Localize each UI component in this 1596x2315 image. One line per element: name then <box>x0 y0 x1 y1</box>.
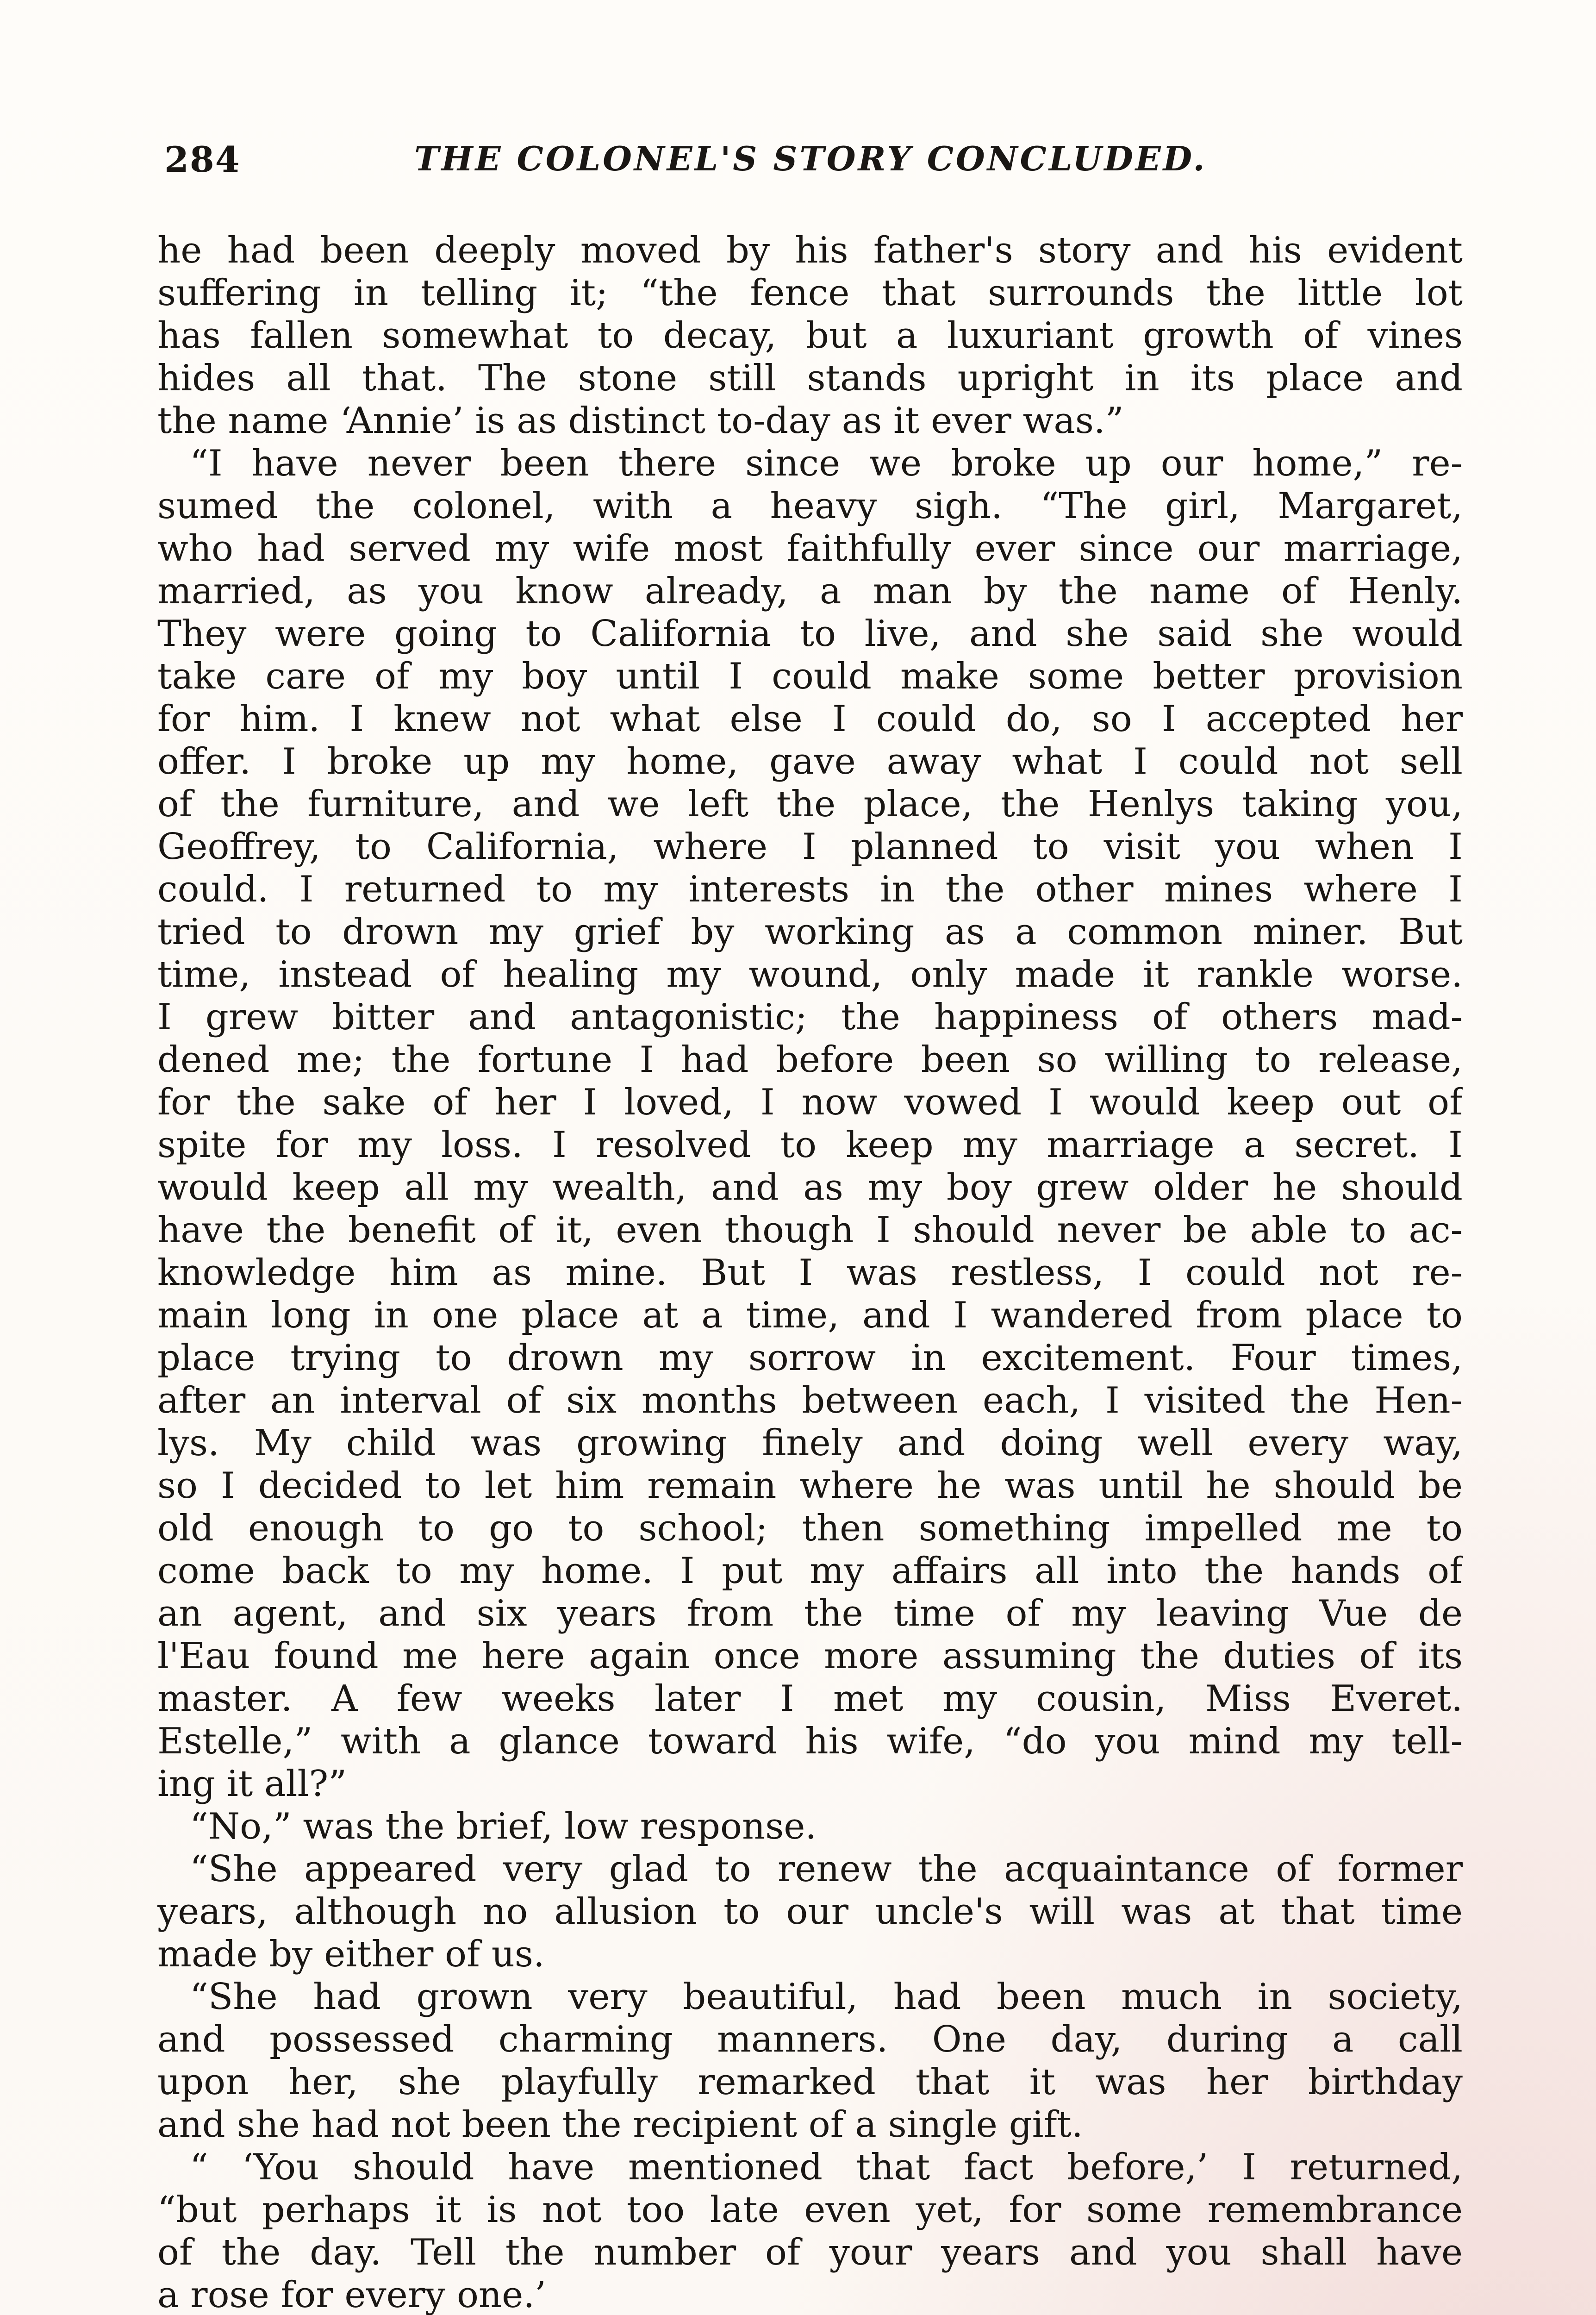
text-line: tried to drown my grief by working as a common miner. But <box>157 911 1463 953</box>
text-line: of the day. Tell the number of your years and you shall have <box>157 2232 1463 2273</box>
text-line: come back to my home. I put my affairs all into the hands of <box>157 1550 1463 1592</box>
text-line: could. I returned to my interests in the other mines where I <box>157 869 1463 910</box>
body-text <box>157 229 1463 2315</box>
text-line: I grew bitter and antagonistic; the happiness of others mad- <box>157 996 1463 1038</box>
text-line: offer. I broke up my home, gave away what I could not sell <box>157 741 1463 782</box>
text-line: old enough to go to school; then something impelled me to <box>157 1508 1463 1549</box>
text-line: have the benefit of it, even though I should never be able to ac- <box>157 1209 1463 1251</box>
running-title: THE COLONEL'S STORY CONCLUDED. <box>414 139 1207 178</box>
text-line: made by either of us. <box>157 1933 545 1975</box>
text-line: after an interval of six months between each, I visited the Hen- <box>157 1380 1463 1421</box>
text-line: time, instead of healing my wound, only made it rankle worse. <box>157 954 1463 995</box>
text-line: so I decided to let him remain where he was until he should be <box>157 1465 1463 1507</box>
text-line: who had served my wife most faithfully ever since our marriage, <box>157 528 1463 569</box>
running-head <box>164 139 1284 190</box>
text-line: years, although no allusion to our uncle's will was at that time <box>157 1891 1463 1933</box>
text-line: “ ‘You should have mentioned that fact before,’ I returned, <box>190 2146 1463 2188</box>
text-line: the name ‘Annie’ is as distinct to-day as it ever was.” <box>157 400 1124 442</box>
text-line: main long in one place at a time, and I wandered from place to <box>157 1295 1463 1336</box>
text-line: place trying to drown my sorrow in excitement. Four times, <box>157 1337 1463 1379</box>
text-line: of the furniture, and we left the place, the Henlys taking you, <box>157 783 1463 825</box>
text-line: l'Eau found me here again once more assuming the duties of its <box>157 1635 1463 1677</box>
text-line: married, as you know already, a man by the name of Henly. <box>157 570 1463 612</box>
text-line: Estelle,” with a glance toward his wife, “do you mind my tell- <box>157 1721 1463 1762</box>
text-line: dened me; the fortune I had before been so willing to release, <box>157 1039 1463 1081</box>
text-line: upon her, she playfully remarked that it was her birthday <box>157 2061 1463 2103</box>
text-line: hides all that. The stone still stands upright in its place and <box>157 357 1463 399</box>
text-line: ing it all?” <box>157 1763 347 1805</box>
text-line: lys. My child was growing finely and doing well every way, <box>157 1422 1463 1464</box>
text-line: “but perhaps it is not too late even yet, for some remembrance <box>157 2189 1463 2231</box>
text-line: for the sake of her I loved, I now vowed I would keep out of <box>157 1082 1463 1123</box>
text-line: Geoffrey, to California, where I planned to visit you when I <box>157 826 1463 868</box>
text-line: has fallen somewhat to decay, but a luxuriant growth of vines <box>157 315 1463 357</box>
text-line: master. A few weeks later I met my cousin, Miss Everet. <box>157 1678 1463 1720</box>
text-line: he had been deeply moved by his father's story and his evident <box>157 230 1463 271</box>
text-line: “She appeared very glad to renew the acquaintance of former <box>190 1848 1463 1890</box>
page-number: 284 <box>164 139 241 180</box>
text-line: knowledge him as mine. But I was restless, I could not re- <box>157 1252 1463 1294</box>
text-line: sumed the colonel, with a heavy sigh. “The girl, Margaret, <box>157 485 1463 527</box>
text-line: and she had not been the recipient of a single gift. <box>157 2104 1083 2146</box>
text-line: and possessed charming manners. One day, during a call <box>157 2019 1463 2060</box>
text-line: They were going to California to live, and she said she would <box>157 613 1463 655</box>
text-line: suffering in telling it; “the fence that surrounds the little lot <box>157 272 1463 314</box>
text-line: spite for my loss. I resolved to keep my marriage a secret. I <box>157 1124 1463 1166</box>
text-line: for him. I knew not what else I could do, so I accepted her <box>157 698 1463 740</box>
text-line: a rose for every one.’ <box>157 2274 546 2315</box>
text-line: “I have never been there since we broke up our home,” re- <box>190 443 1463 484</box>
text-line: would keep all my wealth, and as my boy grew older he should <box>157 1167 1463 1208</box>
text-line: take care of my boy until I could make some better provision <box>157 656 1463 697</box>
text-line: “She had grown very beautiful, had been much in society, <box>190 1976 1463 2018</box>
text-line: “No,” was the brief, low response. <box>190 1806 817 1847</box>
text-line: an agent, and six years from the time of my leaving Vue de <box>157 1593 1463 1634</box>
